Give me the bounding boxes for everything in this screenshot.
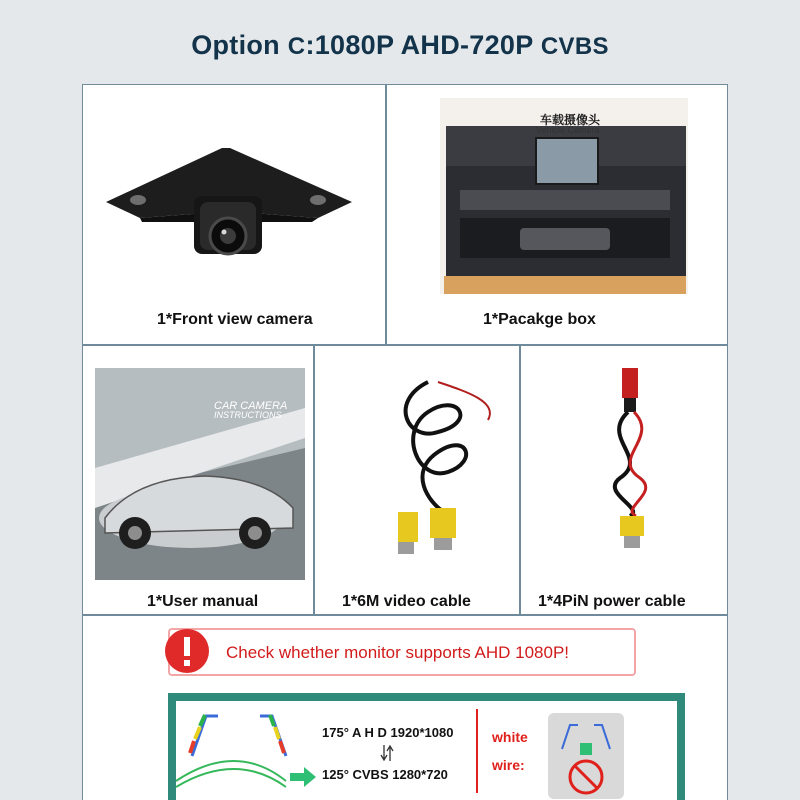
box-label-en: Vehicle Camera xyxy=(536,125,600,135)
exclamation-icon xyxy=(162,626,212,676)
title-prefix: Option xyxy=(191,30,280,60)
title-rest: :1080P AHD-720P xyxy=(305,30,534,60)
grid-divider xyxy=(313,344,315,614)
front-camera-image xyxy=(100,140,380,280)
power-cable-image xyxy=(590,368,680,558)
caption-user-manual: 1*User manual xyxy=(147,593,259,610)
caption-video-cable: 1*6M video cable xyxy=(342,593,471,610)
wiring-diagram xyxy=(168,693,685,800)
warning-banner xyxy=(168,628,636,676)
arrow-right-icon xyxy=(288,765,318,789)
warning-text: Check whether monitor supports AHD 1080P! xyxy=(226,643,570,662)
grid-divider xyxy=(519,344,521,614)
diagram-divider xyxy=(476,709,478,793)
grid-divider xyxy=(82,344,728,346)
caption-power-cable: 1*4PiN power cable xyxy=(538,593,686,610)
page-title xyxy=(0,30,800,61)
box-label-cn: 车载摄像头 xyxy=(540,113,601,127)
grid-divider xyxy=(385,84,387,344)
swap-arrows-icon xyxy=(380,743,394,763)
manual-cover-subtitle: INSTRUCTIONS xyxy=(214,410,282,420)
caption-front-camera: 1*Front view camera xyxy=(157,311,313,328)
cvbs-spec: 125° CVBS 1280*720 xyxy=(322,767,448,782)
title-letter: C xyxy=(287,33,306,60)
white-label: white xyxy=(492,729,528,745)
ahd-spec: 175° A H D 1920*1080 xyxy=(322,725,454,740)
manual-cover-title: CAR CAMERA xyxy=(214,400,288,412)
caption-package-box: 1*Pacakge box xyxy=(483,311,596,328)
video-cable-image xyxy=(398,372,508,562)
grid-divider xyxy=(82,614,728,616)
wire-label: wire: xyxy=(492,757,525,773)
no-guideline-graphic xyxy=(548,713,624,799)
title-suffix: CVBS xyxy=(540,33,609,60)
